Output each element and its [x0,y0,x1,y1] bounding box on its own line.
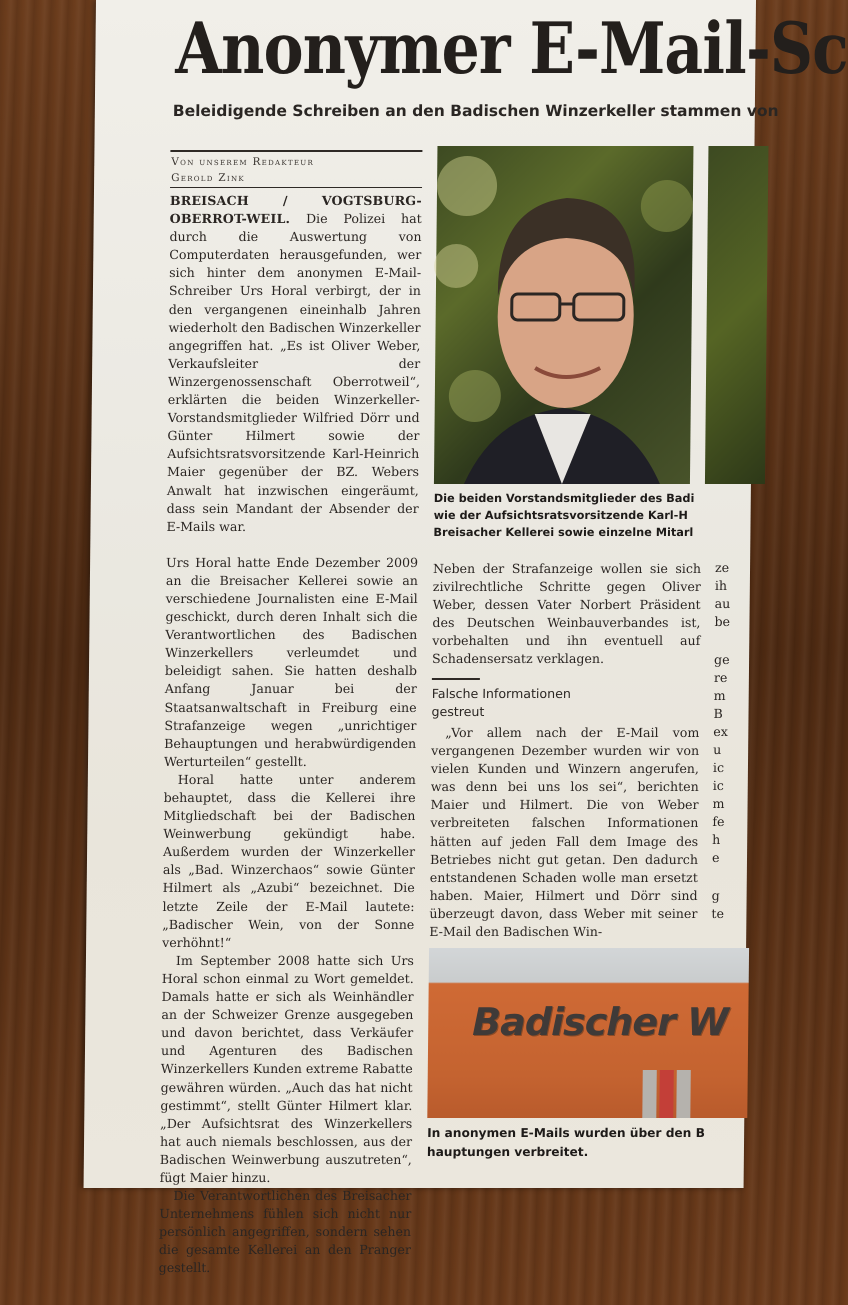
fragment-text: ge [714,652,730,667]
paragraph-1 [166,192,422,536]
fragment-text: h [712,832,721,847]
paragraph-5: Die Verantwortlichen des Breisacher Unternehmens fühlen sich nicht nur persönlich angegriffen, sondern sehen die gesamte Kellerei an den Pranger gestellt. [158,1188,412,1276]
column-2-lower [429,724,699,941]
intertitle-line-2: gestreut [431,704,485,719]
fragment-text: ih [714,578,728,593]
headline: Anonymer E-Mail-Sc [175,8,848,91]
intertitle-line-1: Falsche Informationen [431,686,571,701]
fragment-text: m [713,688,726,703]
caption-2-line-2: hauptungen verbreitet. [426,1145,589,1159]
sign-lettering: Badischer W [472,1000,729,1044]
fragment-text: e [711,850,720,865]
second-photo-edge [705,146,769,484]
caption-1-line-1: Die beiden Vorstandsmitglieder des Badi [433,492,695,505]
subheadline: Beleidigende Schreiben an den Badischen Winzerkeller stammen von [172,102,779,120]
column-2 [432,560,701,669]
fragment-text: ic [712,778,724,793]
sign-photo [427,948,749,1118]
caption-2-line-1: In anonymen E-Mails wurden über den B [427,1126,706,1140]
intertitle [431,685,571,721]
byline-top-rule [170,150,422,152]
column-2-paragraph-2: „Vor allem nach der E-Mail vom vergangenen Dezember wurden wir von vielen Kunden und Winzern angerufen, was denn bei uns los sei“, berichten Maier und Hilmert. Die von Weber verbreiteten falschen Informationen hätten auf jeden Fall dem Image des Betriebes nicht gut getan. Den dadurch entstandenen Schaden wolle man ersetzt haben. Maier, Hilmert und Dörr sind überzeugt davon, dass Weber mit seiner E-Mail den Badischen Win- [429,725,700,940]
byline-bottom-rule [170,187,422,188]
fragment-text: re [713,670,728,685]
portrait-photo [434,146,694,484]
fragment-text: ic [712,760,725,775]
newspaper-page [84,0,848,1276]
fragment-text: au [714,596,731,611]
fragment-text: ze [714,560,730,575]
fragment-text: u [713,742,722,757]
fragment-text: te [711,906,725,921]
photo-caption-2 [427,1124,747,1162]
paragraph-1-text: Die Polizei hat durch die Auswertung von Computerdaten herausgefunden, wer sich hinter dem anonymen E-Mail-Schreiber Urs Horal verbirgt, der in den vergangenen eineinhalb Jahren wiederholt den Badischen Winzerkeller angegriffen hat. „Es ist Oliver Weber, Verkaufsleiter der Winzergenossenschaft Oberrotweil“, erklärten die beiden Winzerkeller-Vorstandsmitglieder Wilfried Dörr und Günter Hilmert sowie der Aufsichtsratsvorsitzende Karl-Heinrich Maier gegenüber der BZ. Webers Anwalt hat inzwischen eingeräumt, dass sein Mandant der Absender der E-Mails war. [166,211,422,534]
column-2-paragraph-1: Neben der Strafanzeige wollen sie sich zivilrechtliche Schritte gegen Oliver Weber, dessen Vater Norbert Präsident des Deutschen Weinbauverbandes ist, vorbehalten und ihn eventuell auf Schadensersatz verklagen. [432,561,702,667]
dateline: BREISACH / VOGTSBURG-OBERROT-WEIL. [169,193,422,227]
fragment-text: g [711,888,720,903]
column-1 [159,192,422,1278]
paragraph-3: Horal hatte unter anderem behauptet, dass die Kellerei ihre Mitgliedschaft bei der Badischen Weinwerbung gekündigt habe. Außerdem wurden der Winzerkeller als „Bad. Winzerchaos“ sowie Günter Hilmert als „Azubi“ bezeichnet. Die letzte Zeile der E-Mail lautete: „Badischer Wein, von der Sonne verhöhnt!“ [162,771,416,950]
fragment-text: m [712,796,725,811]
fragment-text: be [714,614,731,629]
fragment-text: ex [713,724,728,739]
caption-1-line-2: wie der Aufsichtsratsvorsitzende Karl-H [433,509,688,522]
paragraph-4: Im September 2008 hatte sich Urs Horal schon einmal zu Wort gemeldet. Damals hatte er sich als Weinhändler an der Schweizer Grenze ausgegeben und davon berichtet, dass Verkäufer und Agenturen des Badischen Winzerkellers Kunden extreme Rabatte gewähren würden. „Auch das hat nicht gestimmt“, stellt Günter Hilmert klar. „Der Aufsichtsrat des Winzerkellers hat auch niemals beschlossen, aus der Badischen Weinwerbung auszutreten“, fügt Maier hinzu. [159,952,415,1185]
paragraph-2: Urs Horal hatte Ende Dezember 2009 an die Breisacher Kellerei sowie an verschiedene Journalisten eine E-Mail geschickt, durch deren Inhalt sich die Verantwortlichen des Badischen Winzerkellers verleumdet und beleidigt sahen. Sie hatten deshalb Anfang Januar bei der Staatsanwaltschaft in Freiburg eine Strafanzeige wegen „unrichtiger Behauptungen und herabwürdigenden Werturteilen“ gestellt. [163,554,419,769]
subhead-rule [432,678,480,680]
byline-author: Gerold Zink [171,172,246,184]
fragment-text: B [713,706,723,721]
byline [171,154,421,186]
caption-1-line-3: Breisacher Kellerei sowie einzelne Mitarl [433,526,694,539]
byline-line-1: Von unserem Redakteur [171,156,315,168]
fragment-text: fe [712,814,725,829]
photo-caption-1 [433,490,754,541]
